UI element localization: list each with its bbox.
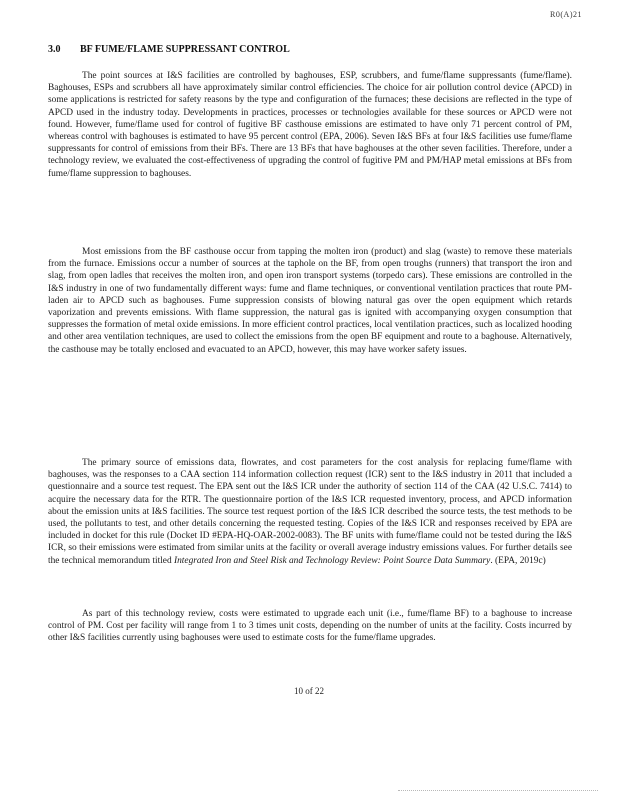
memorandum-title: Integrated Iron and Steel Risk and Technology Review: Point Source Data Summary	[174, 555, 491, 566]
paragraph-1: The point sources at I&S facilities are controlled by baghouses, ESP, scrubbers, and fume/flame suppressants (fume/flame). Baghouses, ESPs and scrubbers all have approximately similar control efficiencies. The choice for air pollution control device (APCD) in some applications is restricted for safety reasons by the type and configuration of the furnaces; these decisions are reflected in the type of APCD used in the industry today. Developments in practices, processes or technologies available for these sources or APCD were not found. However, fume/flame used for control of fugitive BF casthouse emissions are estimated to have only 71 percent control of PM, whereas control with baghouses is estimated to have 95 percent control (EPA, 2006). Seven I&S BFs at four I&S facilities use fume/flame suppressants for control of emissions from their BFs. There are 13 BFs that have baghouses at the other seven facilities. Therefore, under a technology review, we evaluated the cost-effectiveness of upgrading the control of fugitive PM and PM/HAP metal emissions at BFs from fume/flame suppression to baghouses.	[48, 71, 572, 179]
document-id: R0(A)21	[550, 10, 582, 19]
paragraph-3-citation: . (EPA, 2019c)	[490, 555, 546, 566]
paragraph-4: As part of this technology review, costs were estimated to upgrade each unit (i.e., fume/flame BF) to a baghouse to increase control of PM. Cost per facility will range from 1 to 3 times unit costs, depending on the number of units at the facility. Costs incurred by other I&S facilities currently using baghouses were used to estimate costs for the fume/flame upgrades.	[48, 609, 572, 644]
paragraph-3	[48, 457, 572, 567]
section-number: 3.0	[48, 44, 61, 55]
page-number: 10 of 22	[294, 686, 324, 696]
section-title: BF FUME/FLAME SUPPRESSANT CONTROL	[80, 44, 290, 55]
paragraph-3-text: The primary source of emissions data, flowrates, and cost parameters for the cost analysis for replacing fume/flame with baghouses, was the responses to a CAA section 114 information collection request (ICR) sent to the I&S industry in 2011 that included a questionnaire and a source test request. The EPA sent out the I&S ICR under the authority of section 114 of the CAA (42 U.S.C. 7414) to acquire the necessary data for the RTR. The questionnaire portion of the I&S ICR requested inventory, process, and APCD information about the emission units at I&S facilities. The source test request portion of the I&S ICR described the source tests, the test methods to be used, the pollutants to test, and other details concerning the requested testing. Copies of the I&S ICR and responses received by EPA are included in docket for this rule (Docket ID #EPA-HQ-OAR-2002-0083). The BF units with fume/flame could not be tested during the I&S ICR, so their emissions were estimated from similar units at the facility or overall average industry emissions values. For further details see the technical memorandum titled	[48, 458, 572, 566]
paragraph-2: Most emissions from the BF casthouse occur from tapping the molten iron (product) and slag (waste) to remove these materials from the furnace. Emissions occur a number of sources at the taphole on the BF, from open troughs (runners) that transport the iron and slag, from open ladles that receives the molten iron, and open iron transport systems (torpedo cars). These emissions are controlled in the I&S industry in one of two fundamentally different ways: fume and flame techniques, or conventional ventilation practices that route PM-laden air to APCD such as baghouses. Fume suppression consists of blowing natural gas over the open equipment which retards vaporization and prevents emissions. With flame suppression, the natural gas is ignited with accompanying oxygen consumption that suppresses the formation of metal oxide emissions. In more efficient control practices, local ventilation practices, such as localized hooding and other area ventilation techniques, are used to collect the emissions from the open BF equipment and route to a baghouse. Alternatively, the casthouse may be totally enclosed and evacuated to an APCD, however, this may have worker safety issues.	[48, 247, 572, 355]
scan-artifact-line	[398, 790, 598, 792]
section-heading	[48, 44, 290, 55]
